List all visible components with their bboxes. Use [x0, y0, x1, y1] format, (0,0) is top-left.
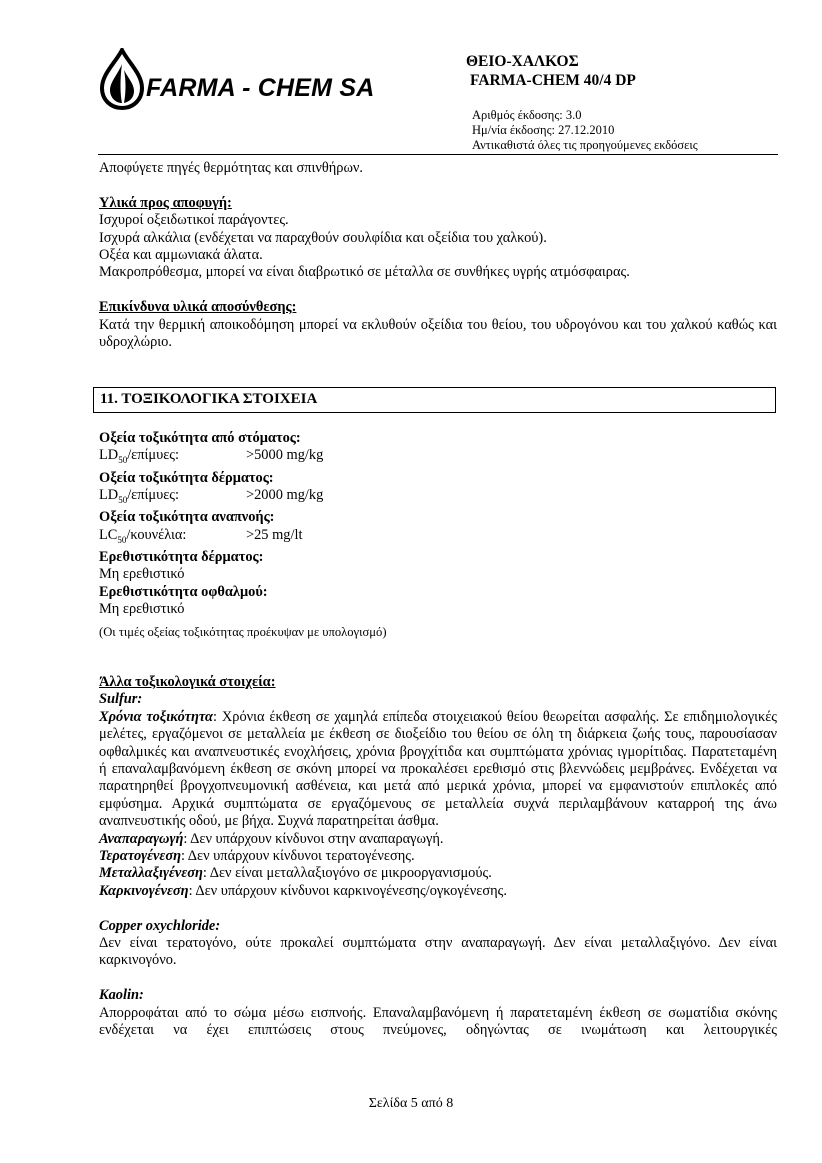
materials-line: Ισχυρά αλκάλια (ενδέχεται να παραχθούν σουλφίδια και οξείδια του χαλκού). [99, 229, 547, 246]
materials-line: Ισχυροί οξειδωτικοί παράγοντες. [99, 212, 289, 229]
materials-heading: Υλικά προς αποφυγή: [99, 194, 232, 211]
avoid-heat-text: Αποφύγετε πηγές θερμότητας και σπινθήρων. [99, 160, 364, 176]
oral-toxicity-row [99, 447, 777, 469]
section-10-continued [99, 160, 777, 351]
inhalation-toxicity-row [99, 527, 777, 549]
materials-line: Οξέα και αμμωνιακά άλατα. [99, 247, 263, 264]
calculation-note: (Οι τιμές οξείας τοξικότητας προέκυψαν με υπολογισμό) [99, 625, 387, 639]
sulfur-teratogenesis: Τερατογένεση: Δεν υπάρχουν κίνδυνοι τερατογένεσης. [99, 848, 415, 865]
acute-toxicity [99, 430, 777, 619]
eye-irritation-heading: Ερεθιστικότητα οφθαλμού: [99, 583, 268, 600]
dermal-toxicity-heading: Οξεία τοξικότητα δέρματος: [99, 469, 274, 486]
oral-toxicity-key: $LD_{50}$/επίμυες: [99, 447, 179, 466]
inhalation-toxicity-key: $LC_{50}$/κουνέλια: [99, 526, 187, 545]
kaolin-heading: Kaolin: [99, 987, 144, 1004]
materials-line: Μακροπρόθεσμα, μπορεί να είναι διαβρωτικό σε μέταλλα σε συνθήκες υγρής ατμόσφαιρας. [99, 264, 630, 281]
kaolin-text: Απορροφάται από το σώμα μέσω εισπνοής. Επαναλαμβανόμενη ή παρατεταμένη έκθεση σε σωματίδια σκόνης ενδέχεται να έχει επιπτώσεις στους πνεύμονες, οδηγώντας σε ινωμάτωση και λειτουργικές [99, 1004, 777, 1039]
page-number: Σελίδα 5 από 8 [368, 1096, 454, 1111]
company-name: FARMA - CHEM SA [146, 74, 375, 102]
product-title-line1: ΘΕΙΟ-ΧΑΛΚΟΣ [466, 53, 579, 70]
document-meta [472, 108, 698, 153]
oral-toxicity-value: >5000 mg/kg [246, 447, 324, 464]
dermal-toxicity-key: $LD_{50}$/επίμυες: [99, 487, 179, 505]
sulfur-mutagenesis: Μεταλλαξιγένεση: Δεν είναι μεταλλαξιογόνο σε μικροοργανισμούς. [99, 865, 492, 882]
dermal-toxicity-row [99, 487, 777, 509]
dermal-toxicity-value: >2000 mg/kg [246, 487, 324, 504]
sulfur-reproduction: Αναπαραγωγή: Δεν υπάρχουν κίνδυνοι στην αναπαραγωγή. [99, 830, 444, 847]
section-11-title: 11. ΤΟΞΙΚΟΛΟΓΙΚΑ ΣΤΟΙΧΕΙΑ [100, 391, 318, 407]
other-toxicology-heading: Άλλα τοξικολογικά στοιχεία: [99, 674, 276, 690]
product-title [466, 52, 636, 90]
decomposition-text: Κατά την θερμική αποικοδόμηση μπορεί να εκλυθούν οξείδια του θείου, του υδρογόνου και του χαλκού καθώς και υδροχλώριο. [99, 316, 777, 351]
copper-oxychloride-heading: Copper oxychloride: [99, 917, 221, 934]
inhalation-toxicity-heading: Οξεία τοξικότητα αναπνοής: [99, 509, 275, 526]
sulfur-chronic-toxicity: Χρόνια τοξικότητα: Χρόνια έκθεση σε χαμηλά επίπεδα στοιχειακού θείου θεωρείται ασφαλής. Σε επιδημιολογικές μελέτες, εργαζόμενοι σε μεταλλεία με έκθεση σε διοξείδιο του θείου σε όλη τη διάρκεια ζωής τους, παρουσίασαν οφθαλμικές και αναπνευστικές ενοχλήσεις, χρόνια βρογχίτιδα και συμπτώματα χρόνιας ιγμορίτιδας. Παρατεταμένη ή επαναλαμβανόμενη έκθεση σε σκόνη μπορεί να προκαλέσει ερεθισμό στις βλεννώδεις μεμβράνες. Ενδέχεται να παρατηρηθεί βρογχοπνευμονική ασθένεια, και μετά από μερικά χρόνια, μπορεί να εμφανιστούν επιπλοκές από εμφύσημα. Αρχικά συμπτώματα σε εργαζόμενους σε μεταλλεία συχνά περιλαμβάνουν καταρροή της άνω αναπνευστικής οδού, με βήχα. Συχνά παρατηρείται άσθμα. [99, 708, 778, 830]
skin-irritation-heading: Ερεθιστικότητα δέρματος: [99, 549, 264, 566]
replaces-note: Αντικαθιστά όλες τις προηγούμενες εκδόσεις [472, 138, 698, 152]
sulfur-heading: Sulfur: [99, 691, 143, 708]
header-divider [98, 154, 778, 155]
eye-irritation-text: Μη ερεθιστικό [99, 601, 185, 618]
drop-leaf-icon [98, 48, 148, 110]
oral-toxicity-heading: Οξεία τοξικότητα από στόματος: [99, 430, 301, 446]
inhalation-toxicity-value: >25 mg/lt [246, 526, 303, 543]
other-toxicology [99, 674, 777, 1040]
decomposition-heading: Επικίνδυνα υλικά αποσύνθεσης: [99, 299, 297, 316]
issue-number: Αριθμός έκδοσης: 3.0 [472, 108, 582, 122]
sulfur-carcinogenesis: Καρκινογένεση: Δεν υπάρχουν κίνδυνοι καρκινογένεσης/ογκογένεσης. [99, 882, 507, 899]
product-title-line2: FARMA-CHEM 40/4 DP [470, 72, 636, 89]
skin-irritation-text: Μη ερεθιστικό [99, 566, 185, 583]
copper-oxychloride-text: Δεν είναι τερατογόνο, ούτε προκαλεί συμπτώματα στην αναπαραγωγή. Δεν είναι μεταλλαξιγόνο. Δεν είναι καρκινογόνο. [99, 935, 777, 969]
issue-date: Ημ/νία έκδοσης: 27.12.2010 [472, 123, 615, 137]
